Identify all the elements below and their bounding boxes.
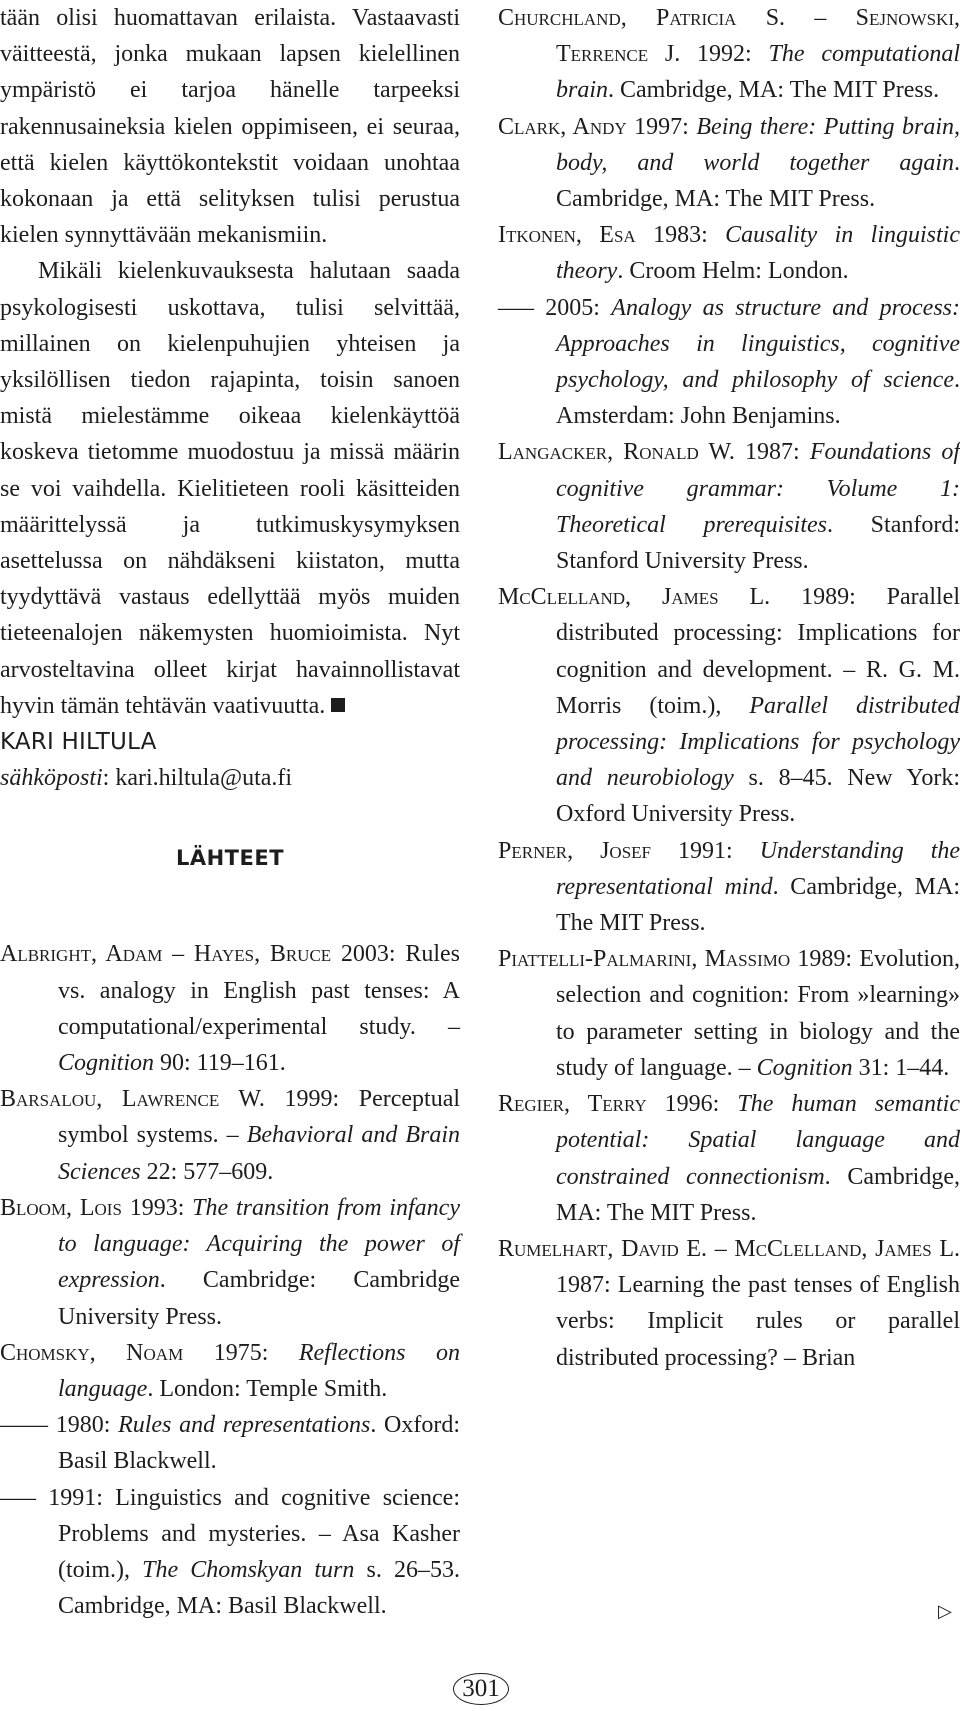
ref-tail: . London: Temple Smith. xyxy=(147,1375,388,1402)
ref-text: 2003: Rules vs. analogy in English past tenses: A computational/experimental study. – xyxy=(58,941,461,1040)
ref-title: Causality in linguistic theory xyxy=(556,222,960,285)
ref-title: Parallel distributed processing: Implications for psychology and neurobiology xyxy=(556,692,960,792)
author-email xyxy=(0,760,460,796)
reference-entry xyxy=(0,1407,460,1479)
reference-entry xyxy=(0,936,460,1081)
ref-text: L. 1987: Learning the past tenses of English verbs: Implicit rules or parallel distributed processing? – Brian xyxy=(556,1235,960,1371)
ref-text: 1991: Linguistics and cognitive science: Problems and mysteries. – Asa Kasher (toim.), xyxy=(36,1484,460,1583)
ref-author: Clark, Andy xyxy=(498,113,627,140)
reference-entry xyxy=(498,217,960,289)
ref-tail: . Cambridge, MA: The MIT Press. xyxy=(556,1163,960,1226)
end-of-article-square-icon xyxy=(331,698,345,712)
reference-entry xyxy=(498,579,960,832)
email-separator: : xyxy=(102,765,116,792)
ref-tail: . Amsterdam: John Benjamins. xyxy=(556,367,960,430)
reference-entry xyxy=(498,434,960,579)
ref-repeat-dash: —— xyxy=(0,1412,48,1439)
ref-repeat-dash: ––– xyxy=(0,1484,36,1511)
ref-author: Sejnowski, Terrence xyxy=(556,5,960,68)
page-number: 301 xyxy=(453,1673,509,1705)
ref-author: Regier, Terry xyxy=(498,1091,647,1118)
ref-text: 2005: xyxy=(534,294,612,321)
ref-separator: E. – xyxy=(678,1235,735,1262)
ref-text: 1993: xyxy=(121,1194,193,1221)
email-address: kari.hiltula@uta.fi xyxy=(115,765,293,792)
ref-author: Bloom, Lois xyxy=(0,1194,122,1221)
reference-entry xyxy=(498,1231,960,1376)
ref-title: Analogy as structure and process: Approaches in linguistics, cognitive psychology, and philosophy of science xyxy=(556,294,960,394)
ref-text: W. 1987: xyxy=(698,439,810,466)
ref-title: The transition from infancy to language: Acquiring the power of expression xyxy=(58,1194,460,1294)
ref-journal: Behavioral and Brain Sciences xyxy=(58,1122,460,1185)
ref-author: Rumelhart, David xyxy=(498,1235,679,1262)
ref-separator: – xyxy=(162,941,194,968)
ref-title: Foundations of cognitive grammar: Volume 1: Theoretical prerequisites xyxy=(556,439,960,538)
ref-author: McClelland, James xyxy=(498,584,719,611)
ref-text: L. 1989: Parallel distributed processing: Implications for cognition and development. – R. G. M. Morris (toim.), xyxy=(556,584,960,719)
ref-repeat-dash: ––– xyxy=(498,294,534,321)
right-column xyxy=(498,0,960,1376)
ref-text: 1980: xyxy=(48,1412,119,1439)
ref-title: The computational brain xyxy=(556,41,960,104)
ref-author: Hayes, Bruce xyxy=(193,941,332,968)
reference-entry xyxy=(0,1190,460,1335)
author-name: KARI HILTULA xyxy=(0,729,157,756)
ref-text: J. 1992: xyxy=(648,41,769,68)
reference-entry xyxy=(0,1480,460,1625)
reference-entry xyxy=(498,109,960,218)
ref-title: Reflections on language xyxy=(58,1339,460,1402)
ref-title: Being there: Putting brain, body, and world together again xyxy=(556,113,960,176)
ref-tail: . Cambridge, MA: The MIT Press. xyxy=(608,77,940,104)
ref-tail: 22: 577–609. xyxy=(140,1158,274,1185)
ref-author: Piattelli-Palmarini, Massimo xyxy=(498,946,791,973)
ref-text: 1983: xyxy=(635,222,726,249)
continued-arrow-icon: ▷ xyxy=(938,1601,952,1622)
ref-author: Chomsky, Noam xyxy=(0,1339,184,1366)
ref-journal: Cognition xyxy=(58,1050,155,1077)
ref-tail: . Cambridge, MA: The MIT Press. xyxy=(556,149,960,213)
ref-text: 1975: xyxy=(183,1339,299,1366)
ref-text: 1996: xyxy=(646,1091,738,1118)
ref-tail: . Oxford: Basil Blackwell. xyxy=(58,1412,461,1475)
ref-tail: . Cambridge, MA: The MIT Press. xyxy=(556,873,960,937)
ref-author: McClelland, James xyxy=(734,1235,932,1262)
paragraph-text: Mikäli kielenkuvauksesta halutaan saada psykologisesti uskottava, tulisi selvittää, millainen on kielenpuhujien yhteisen ja yksilöllisen tiedon rajapinta, toisin sanoen mistä mielestämme oikeaa kielenkäyttöä koskeva tietomme muodostuu ja missä määrin se voi vaihdella. Kielitieteen rooli käsitteiden määrittelyssä ja tutkimuskysymyksen asettelussa on nähdäkseni kiistaton, mutta tyydyttävä vastaus edellyttää myös muiden tieteenalojen näkemysten huomioimista. Nyt arvosteltavina olleet kirjat havainnollistavat hyvin tämän tehtävän vaativuutta. xyxy=(0,258,460,719)
ref-title: Rules and representations xyxy=(118,1412,371,1439)
ref-text: 1989: Evolution, selection and cognition: From »learning» to parameter setting in biology and the study of language. – xyxy=(556,946,960,1081)
ref-author: Itkonen, Esa xyxy=(498,222,636,249)
body-paragraph: tään olisi huomattavan erilaista. Vastaavasti väitteestä, jonka mukaan lapsen kielellinen ympäristö ei tarjoa hänelle tarpeeksi rakennusaineksia kielen oppimiseen, ei seuraa, että kielen käyttökontekstit voidaan unohtaa kokonaan ja että selityksen tulisi perustua kielen synnyttävään mekanismiin. xyxy=(0,5,460,249)
ref-tail: . Croom Helm: London. xyxy=(617,258,849,285)
reference-entry xyxy=(0,1335,460,1407)
reference-entry xyxy=(498,290,960,435)
reference-entry xyxy=(498,1086,960,1231)
ref-tail: 90: 119–161. xyxy=(154,1050,286,1077)
ref-journal: Cognition xyxy=(756,1054,853,1081)
ref-tail: . Cambridge: Cambridge University Press. xyxy=(58,1267,460,1330)
ref-tail: 31: 1–44. xyxy=(852,1054,950,1081)
ref-title: The human semantic potential: Spatial language and constrained connectionism xyxy=(556,1091,960,1190)
ref-title: Understanding the representational mind xyxy=(556,837,960,900)
ref-tail: . Stanford: Stanford University Press. xyxy=(556,511,960,575)
ref-tail: s. 8–45. New York: Oxford University Press. xyxy=(556,765,960,828)
reference-entry xyxy=(498,0,960,109)
references-heading: LÄHTEET xyxy=(175,846,285,871)
ref-text: 1997: xyxy=(626,113,697,140)
email-label: sähköposti xyxy=(0,765,103,792)
ref-author: Langacker, Ronald xyxy=(498,439,699,466)
reference-entry xyxy=(498,833,960,942)
ref-text: 1991: xyxy=(651,837,760,864)
ref-author: Churchland, Patricia xyxy=(498,5,737,31)
reference-entry xyxy=(0,1081,460,1190)
left-column xyxy=(0,0,460,1624)
ref-title: The Chomskyan turn xyxy=(142,1556,355,1583)
ref-text: W. 1999: Perceptual symbol systems. – xyxy=(58,1086,461,1149)
ref-author: Albright, Adam xyxy=(0,941,163,968)
reference-entry xyxy=(498,941,960,1086)
ref-author: Perner, Josef xyxy=(498,837,651,864)
body-paragraph xyxy=(0,253,460,724)
ref-author: Barsalou, Lawrence xyxy=(0,1086,220,1113)
ref-separator: S. – xyxy=(736,5,856,31)
ref-tail: s. 26–53. Cambridge, MA: Basil Blackwell. xyxy=(58,1556,460,1620)
